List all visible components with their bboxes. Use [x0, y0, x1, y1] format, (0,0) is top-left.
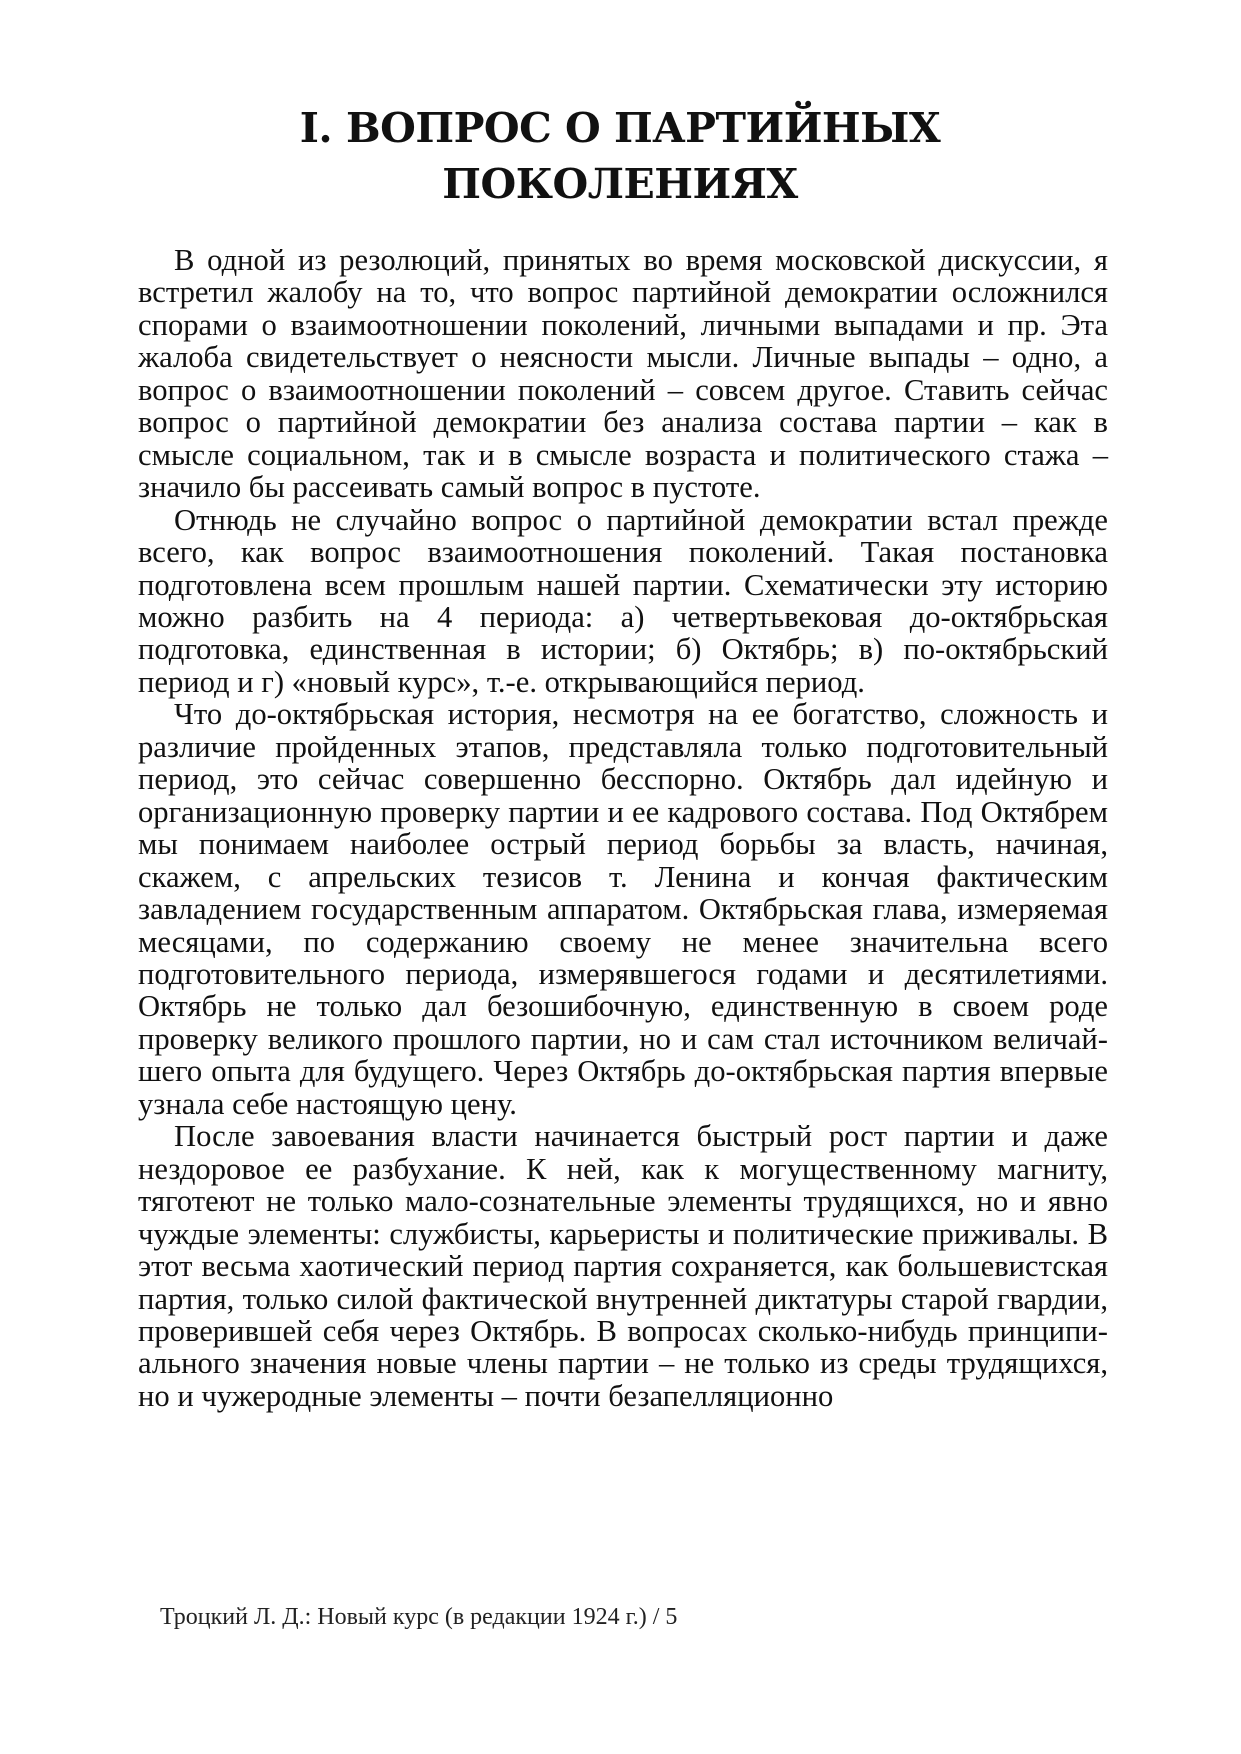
paragraph-1: В одной из резолюций, принятых во время московской дискуссии, я встретил жалобу на то, что вопрос партийной демократии осложнился спорами о взаимоотношении поколений, личными выпадами и пр. Эта жалоба свидетельствует о неясности мысли. Личные выпады – одно, а вопрос о взаимоотношении поколений – совсем другое. Ставить сейчас вопрос о партийной демократии без анализа состава партии – как в смысле социальном, так и в смысле возраста и политического стажа – значило бы рассеивать самый вопрос в пустоте. — [138, 243, 1108, 505]
chapter-title-line-1: I. ВОПРОС О ПАРТИЙНЫХ — [299, 104, 941, 152]
body-text — [138, 244, 1108, 1412]
paragraph-4: После завоевания власти начинается быстрый рост партии и даже нездоровое ее разбухание. К ней, как к могущественному магниту, тяготеют не только мало-сознательные элементы трудящихся, но и явно чуждые элементы: службисты, карьеристы и политические приживалы. В этот весьма хаотический период партия сохраняется, как большевистская партия, только силой фактической внутренней диктатуры старой гвардии, проверившей себя через Октябрь. В вопросах сколько-нибудь принципиального значения новые члены партии – не только из среды трудящихся, но и чужеродные элементы – почти безапелляционно — [138, 1119, 1108, 1413]
page-footer: Троцкий Л. Д.: Новый курс (в редакции 1924 г.) / 5 — [160, 1604, 678, 1630]
chapter-title-line-2: ПОКОЛЕНИЯХ — [442, 160, 798, 208]
paragraph-3: Что до-октябрьская история, несмотря на ее богатство, сложность и различие пройденных этапов, представляла только подготовительный период, это сейчас совершенно бесспорно. Октябрь дал идейную и организационную проверку партии и ее кадрового состава. Под Октябрем мы понимаем наиболее острый период борьбы за власть, начиная, скажем, с апрельских тезисов т. Ленина и кончая фактическим завладением государственным аппаратом. Октябрьская глава, измеряемая месяцами, по содержанию своему не менее значительна всего подготовительного периода, измерявшегося годами и десятилетиями. Октябрь не только дал безошибочную, единственную в своем роде проверку великого прошлого партии, но и сам стал источником величайшего опыта для будущего. Через Октябрь до-октябрьская партия впервые узнала себе настоящую цену. — [138, 697, 1108, 1121]
paragraph-2: Отнюдь не случайно вопрос о партийной демократии встал прежде всего, как вопрос взаимоотношения поколений. Такая постановка подготовлена всем прошлым нашей партии. Схематически эту историю можно разбить на 4 периода: а) четвертьвековая до-октябрьская подготовка, единственная в истории; б) Октябрь; в) по-октябрьский период и г) «новый курс», т.-е. открывающийся период. — [138, 502, 1108, 699]
chapter-title — [140, 100, 1100, 212]
